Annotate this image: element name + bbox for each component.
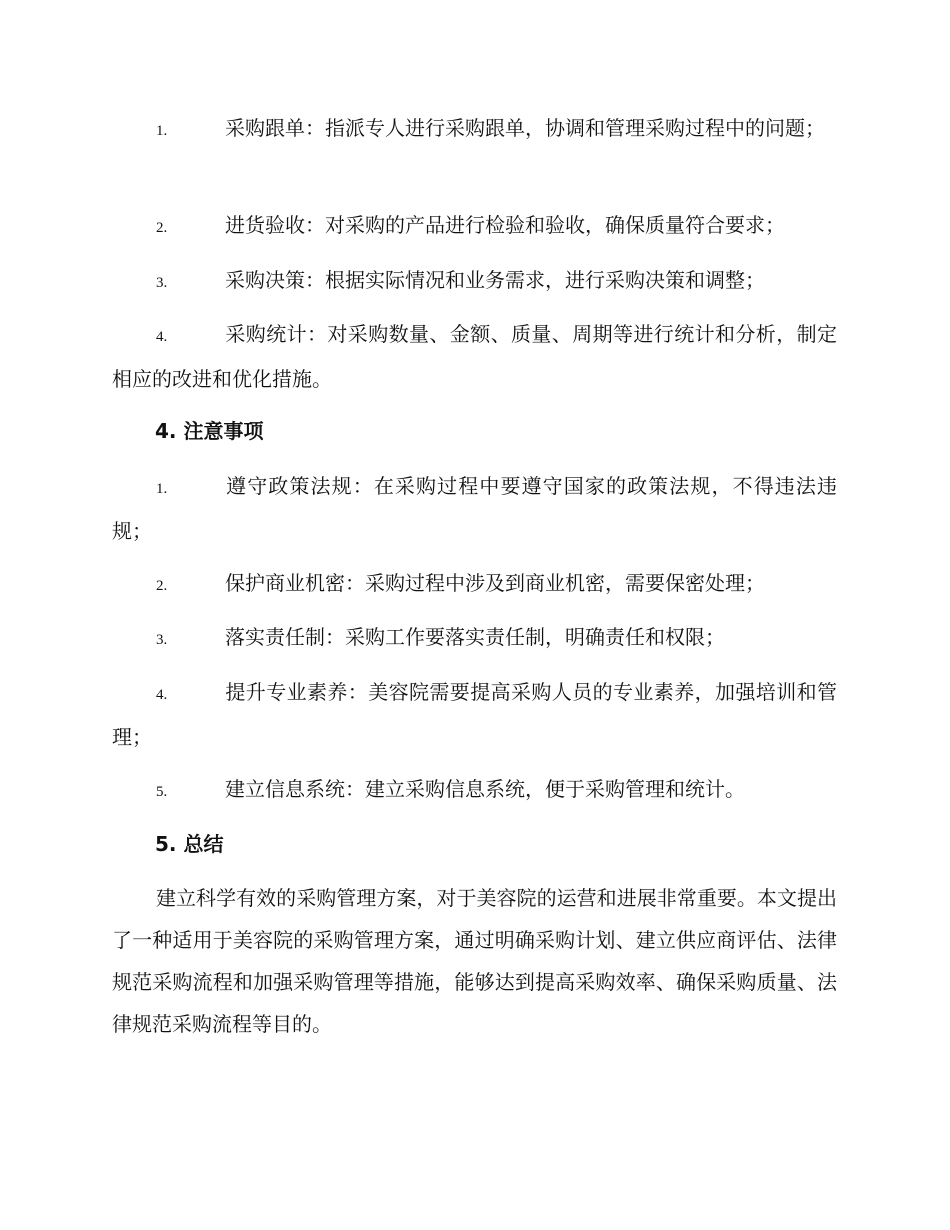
list-number: 3. — [156, 632, 168, 648]
list-item — [112, 313, 837, 400]
list-number: 4. — [156, 329, 168, 345]
list-number: 1. — [156, 123, 168, 139]
list-text: 建立信息系统：建立采购信息系统，便于采购管理和统计。 — [225, 777, 745, 801]
list-number: 4. — [156, 687, 168, 703]
list-item — [112, 768, 837, 813]
list-item — [112, 465, 837, 552]
list-text: 提升专业素养：美容院需要提高采购人员的专业素养，加强培训和管理； — [112, 680, 837, 749]
list-text: 遵守政策法规：在采购过程中要遵守国家的政策法规，不得违法违规； — [112, 474, 837, 543]
list-item — [112, 671, 837, 758]
list-number: 1. — [156, 481, 168, 497]
list-text: 进货验收：对采购的产品进行检验和验收，确保质量符合要求； — [225, 213, 785, 237]
list-text: 采购决策：根据实际情况和业务需求，进行采购决策和调整； — [225, 268, 765, 292]
list-number: 3. — [156, 275, 168, 291]
list-item — [112, 204, 837, 249]
list-text: 采购统计：对采购数量、金额、质量、周期等进行统计和分析，制定相应的改进和优化措施。 — [112, 322, 837, 391]
list-item — [112, 259, 837, 304]
list-number: 2. — [156, 220, 168, 236]
list-text: 保护商业机密：采购过程中涉及到商业机密，需要保密处理； — [225, 571, 765, 595]
list-number: 2. — [156, 578, 168, 594]
list-text: 落实责任制：采购工作要落实责任制，明确责任和权限； — [225, 625, 725, 649]
section-heading: 4. 注意事项 — [155, 419, 264, 443]
list-item — [112, 616, 837, 661]
list-item — [112, 107, 837, 152]
list-item — [112, 562, 837, 607]
summary-paragraph: 建立科学有效的采购管理方案，对于美容院的运营和进展非常重要。本文提出了一种适用于美容院的采购管理方案，通过明确采购计划、建立供应商评估、法律规范采购流程和加强采购管理等措施，能够达到提高采购效率、确保采购质量、法律规范采购流程等目的。 — [112, 886, 837, 1036]
list-number: 5. — [156, 784, 168, 800]
list-text: 采购跟单：指派专人进行采购跟单，协调和管理采购过程中的问题； — [225, 116, 825, 140]
section-heading: 5. 总结 — [155, 832, 224, 856]
